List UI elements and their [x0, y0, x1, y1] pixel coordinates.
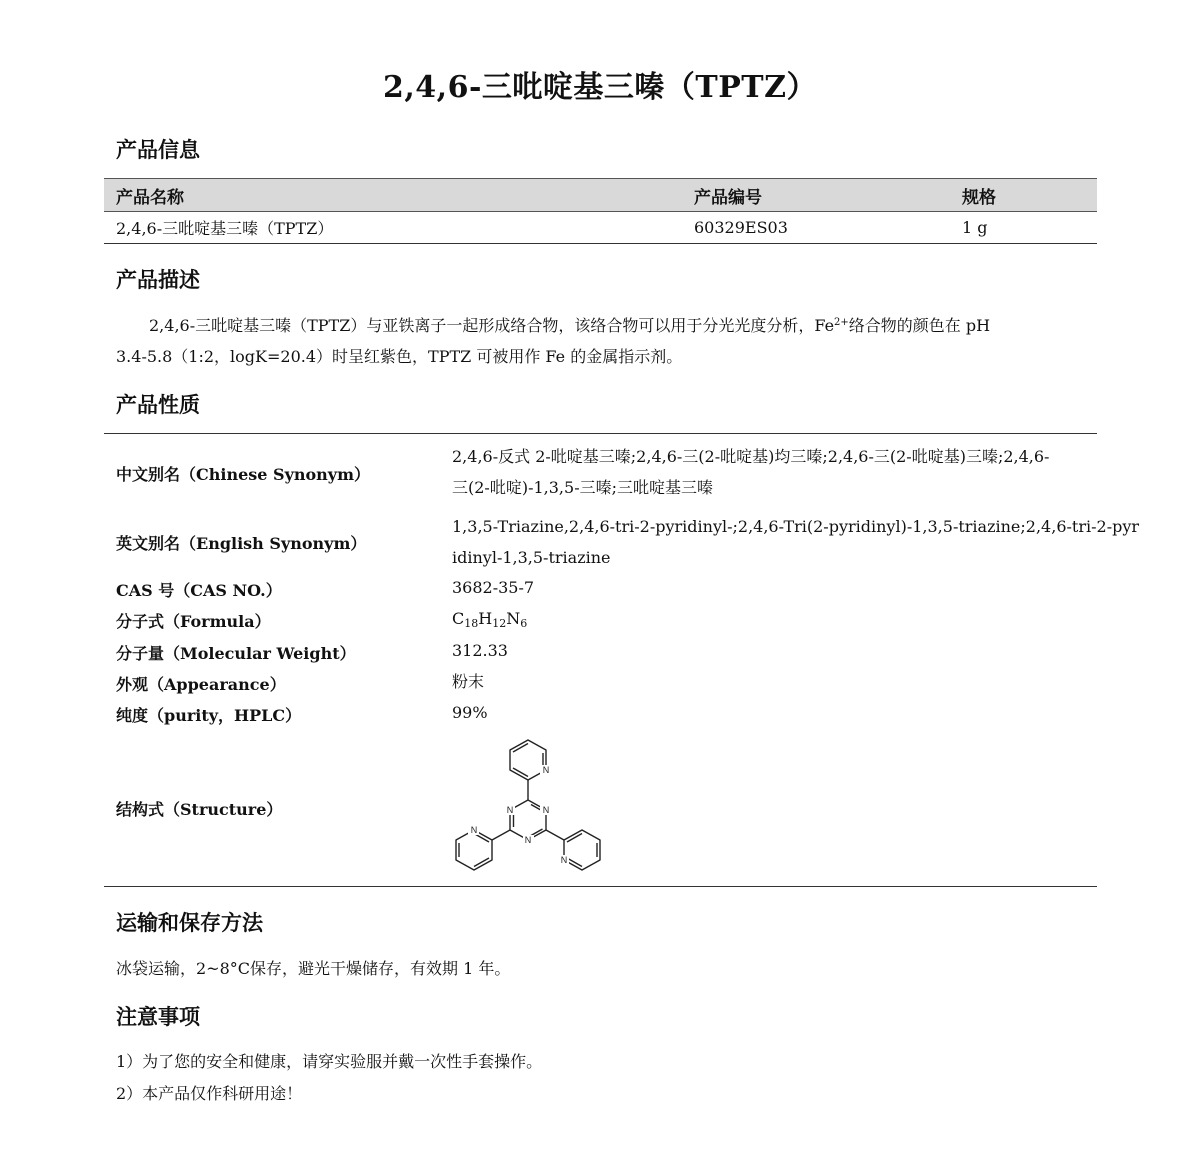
section-heading-properties: 产品性质: [116, 392, 200, 417]
value-formula: [452, 603, 1092, 634]
table-header-row: [104, 179, 1097, 212]
description-text-3: 3.4-5.8（1:2，logK=20.4）时呈红紫色，TPTZ 可被用作 Fe 的金属指示剂。: [116, 347, 683, 366]
cell-product-spec: 1 g: [950, 212, 1097, 244]
left-pyridine-ring: [456, 830, 492, 870]
value-english-synonym: [452, 511, 1140, 573]
label-formula: 分子式（Formula）: [116, 612, 271, 631]
cell-product-number: 60329ES03: [682, 212, 950, 244]
storage-text: 冰袋运输，2~8°C保存，避光干燥储存，有效期 1 年。: [116, 959, 511, 978]
label-english-synonym: 英文别名（English Synonym）: [116, 534, 367, 553]
note-item-1: 1）为了您的安全和健康，请穿实验服并戴一次性手套操作。: [116, 1052, 543, 1071]
formula-count-c: 18: [464, 617, 479, 630]
value-english-synonym-line-1: 1,3,5-Triazine,2,4,6-tri-2-pyridinyl-;2,4,6-Tri(2-pyridinyl)-1,3,5-triazine;2,4,6-tri-2-pyr: [452, 517, 1140, 536]
formula-element-h: H: [478, 609, 493, 628]
product-info-table: [104, 178, 1097, 244]
value-cas: 3682-35-7: [452, 578, 535, 597]
atom-label-n: N: [560, 855, 568, 865]
label-purity: 纯度（purity，HPLC）: [116, 706, 302, 725]
label-structure: 结构式（Structure）: [116, 800, 283, 819]
atom-label-n: N: [542, 805, 550, 815]
atom-label-n: N: [542, 765, 550, 775]
properties-bottom-rule: [104, 886, 1097, 887]
properties-top-rule: [104, 433, 1097, 434]
atom-label-n: N: [470, 825, 478, 835]
value-molecular-weight: 312.33: [452, 641, 508, 660]
column-header-spec: 规格: [950, 179, 1097, 212]
description-text-2: 络合物的颜色在 pH: [848, 316, 991, 335]
formula-count-h: 12: [492, 617, 507, 630]
atom-label-n: N: [524, 835, 532, 845]
column-header-name: 产品名称: [104, 179, 682, 212]
structure-bonds: [456, 740, 600, 870]
left-link-bond: [492, 830, 510, 840]
formula-element-n: N: [506, 609, 521, 628]
right-link-bond: [546, 830, 564, 840]
description-text-1: 2,4,6-三吡啶基三嗪（TPTZ）与亚铁离子一起形成络合物，该络合物可以用于分光光度分析，Fe: [149, 316, 835, 335]
formula-count-n: 6: [520, 617, 528, 630]
formula-element-c: C: [452, 609, 465, 628]
column-header-number: 产品编号: [682, 179, 950, 212]
tptz-structure-svg: [448, 736, 608, 882]
value-chinese-synonym: [452, 441, 1092, 503]
section-heading-storage: 运输和保存方法: [116, 910, 263, 935]
label-appearance: 外观（Appearance）: [116, 675, 286, 694]
label-cas: CAS 号（CAS NO.）: [116, 581, 282, 600]
section-heading-notes: 注意事项: [116, 1004, 200, 1029]
atom-label-n: N: [506, 805, 514, 815]
value-chinese-synonym-line-1: 2,4,6-反式 2-吡啶基三嗪;2,4,6-三(2-吡啶基)均三嗪;2,4,6-三(2-吡啶基)三嗪;2,4,6-: [452, 447, 1050, 466]
table-row: [104, 212, 1097, 244]
right-pyridine-ring: [564, 830, 600, 870]
label-chinese-synonym: 中文别名（Chinese Synonym）: [116, 465, 371, 484]
value-appearance: 粉末: [452, 672, 485, 691]
label-molecular-weight: 分子量（Molecular Weight）: [116, 644, 356, 663]
description-paragraph: [116, 310, 1091, 372]
section-heading-description: 产品描述: [116, 267, 200, 292]
structure-atom-labels: [468, 765, 569, 865]
structure-diagram: [448, 736, 608, 886]
value-english-synonym-line-2: idinyl-1,3,5-triazine: [452, 548, 611, 567]
note-item-2: 2）本产品仅作科研用途！: [116, 1084, 303, 1103]
description-superscript: 2+: [834, 317, 849, 328]
value-purity: 99%: [452, 703, 488, 722]
value-chinese-synonym-line-2: 三(2-吡啶)-1,3,5-三嗪;三吡啶基三嗪: [452, 478, 713, 497]
section-heading-info: 产品信息: [116, 137, 200, 162]
cell-product-name: 2,4,6-三吡啶基三嗪（TPTZ）: [104, 212, 682, 244]
page-title: 2,4,6-三吡啶基三嗪（TPTZ）: [382, 70, 818, 105]
